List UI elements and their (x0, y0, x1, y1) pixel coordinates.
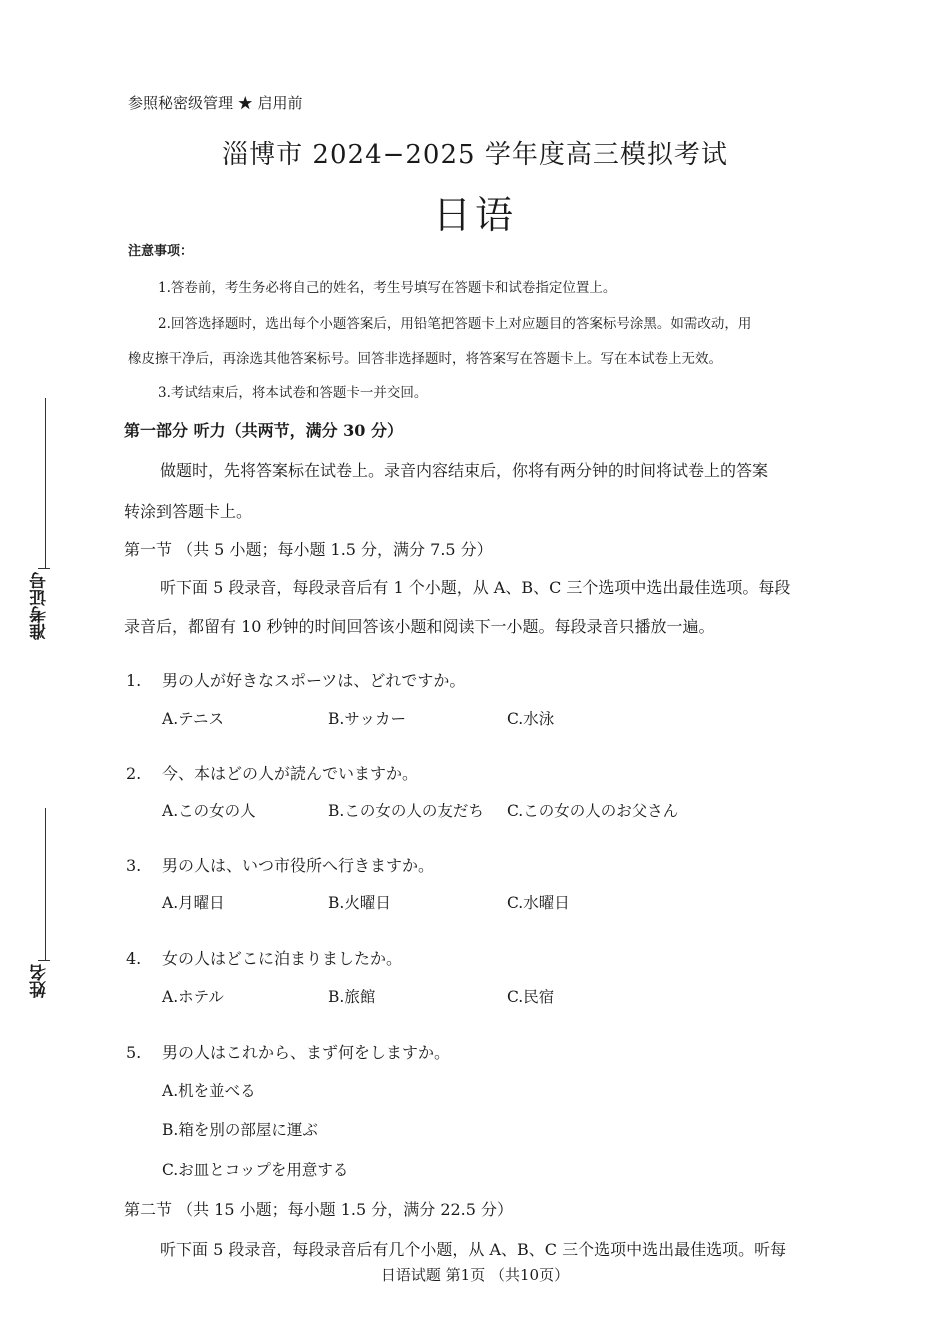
option-c: C.民宿 (507, 988, 555, 1006)
option-b: B.火曜日 (328, 894, 391, 912)
option-a: A.この女の人 (162, 802, 256, 820)
question-text: 男の人はこれから、まず何をしますか。 (162, 1043, 451, 1062)
section1-heading: 第一节 （共 5 小题；每小题 1.5 分，满分 7.5 分） (124, 540, 493, 559)
option-a: A.月曜日 (162, 894, 225, 912)
option-a: A.テニス (162, 710, 225, 728)
page-footer: 日语试题 第1页 （共10页） (380, 1266, 570, 1284)
question-text: 女の人はどこに泊まりましたか。 (162, 949, 403, 968)
question-text: 今、本はどの人が読んでいますか。 (162, 764, 419, 783)
option-c: C.水曜日 (507, 894, 570, 912)
subject-title: 日语 (432, 193, 517, 237)
option-b: B.旅館 (328, 988, 376, 1006)
option-b: B.サッカー (328, 710, 407, 728)
name-line-end (38, 960, 50, 961)
question-3 (126, 853, 434, 876)
option-c: C.お皿とコップを用意する (162, 1161, 349, 1179)
part1-intro-cont: 转涂到答题卡上。 (124, 502, 253, 521)
part1-intro: 做题时，先将答案标在试卷上。录音内容结束后，你将有两分钟的时间将试卷上的答案 (160, 461, 769, 480)
question-number: 2. (126, 764, 142, 783)
question-number: 3. (126, 856, 142, 875)
option-a: A.机を並べる (162, 1082, 256, 1100)
note-item: 2.回答选择题时，选出每个小题答案后，用铅笔把答题卡上对应题目的答案标号涂黑。如需改动，用 (158, 316, 752, 332)
option-c: C.この女の人のお父さん (507, 802, 679, 820)
note-item: 1.答卷前，考生务必将自己的姓名，考生号填写在答题卡和试卷指定位置上。 (158, 280, 617, 296)
question-1 (126, 668, 465, 691)
question-number: 4. (126, 949, 142, 968)
question-4 (126, 946, 402, 969)
option-b: B.この女の人の友だち (328, 802, 484, 820)
section1-instructions-cont: 录音后，都留有 10 秒钟的时间回答该小题和阅读下一小题。每段录音只播放一遍。 (124, 617, 715, 636)
section2-instructions: 听下面 5 段录音，每段录音后有几个小题，从 A、B、C 三个选项中选出最佳选项。听每 (160, 1240, 787, 1259)
option-b: B.箱を別の部屋に運ぶ (162, 1121, 318, 1139)
part1-heading: 第一部分 听力（共两节，满分 30 分） (124, 421, 403, 440)
exam-number-label: 准考证号 (30, 572, 50, 640)
section1-instructions: 听下面 5 段录音，每段录音后有 1 个小题，从 A、B、C 三个选项中选出最佳选项。每段 (160, 578, 791, 597)
notes-heading: 注意事项： (128, 244, 194, 259)
section2-heading: 第二节 （共 15 小题；每小题 1.5 分，满分 22.5 分） (124, 1200, 514, 1219)
question-text: 男の人が好きなスポーツは、どれですか。 (162, 671, 466, 690)
question-text: 男の人は、いつ市役所へ行きますか。 (162, 856, 435, 875)
option-a: A.ホテル (162, 988, 224, 1006)
exam-title: 淄博市 2024−2025 学年度高三模拟考试 (222, 140, 728, 170)
question-number: 1. (126, 671, 142, 690)
option-c: C.水泳 (507, 710, 555, 728)
exam-number-line (45, 398, 46, 568)
question-number: 5. (126, 1043, 142, 1062)
confidentiality-line: 参照秘密级管理 ★ 启用前 (128, 94, 303, 112)
question-5 (126, 1040, 450, 1063)
name-label: 姓名 (30, 964, 50, 998)
question-2 (126, 761, 418, 784)
note-item: 3.考试结束后，将本试卷和答题卡一并交回。 (158, 385, 428, 401)
name-line (45, 808, 46, 960)
exam-number-line-end (38, 568, 50, 569)
note-item: 橡皮擦干净后，再涂选其他答案标号。回答非选择题时，将答案写在答题卡上。写在本试卷上无效。 (128, 351, 722, 367)
